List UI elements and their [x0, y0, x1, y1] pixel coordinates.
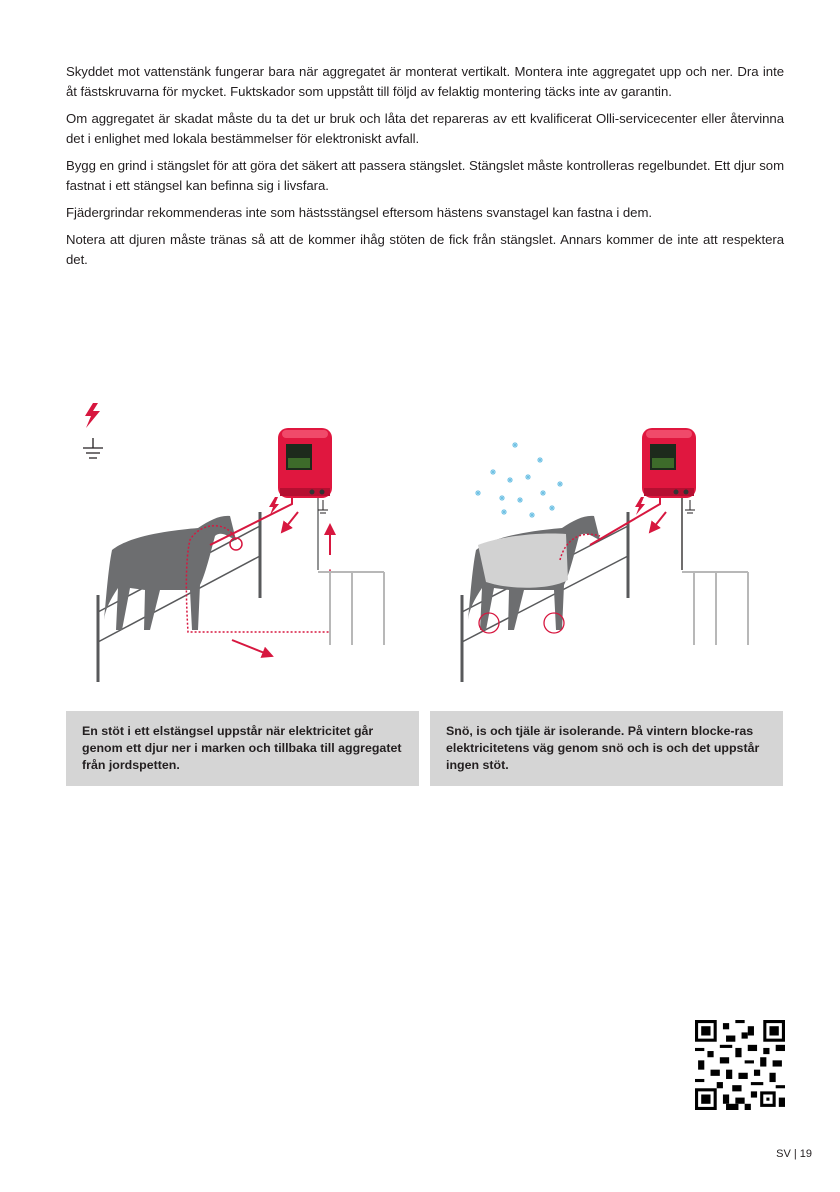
paragraph-gate: Bygg en grind i stängslet för att göra det säkert att passera stängslet. Stängslet måste kontrolleras regelbundet. Ett djur som fastnat i ett stängsel kan befinna sig i livsfara. [66, 158, 784, 193]
paragraph-damage: Om aggregatet är skadat måste du ta det ur bruk och låta det repareras av ett kvalificerat Olli-servicecenter eller återvinna det i enlighet med lokala bestämmelser för elektroniskt avfall. [66, 111, 784, 146]
lightning-bolt-icon [85, 403, 100, 428]
paragraph-spring-gates: Fjädergrindar rekommenderas inte som hästsstängsel eftersom hästens svanstagel kan fastna i dem. [66, 205, 652, 220]
snowflake-icons [475, 442, 563, 518]
horse-icon [104, 516, 236, 630]
body-text [66, 62, 784, 277]
paragraph-training: Notera att djuren måste tränas så att de kommer ihåg stöten de fick från stängslet. Annars kommer de inte att respektera det. [66, 232, 784, 267]
ground-rods [682, 572, 748, 645]
energizer-icon [278, 428, 332, 498]
energizer-icon [642, 428, 696, 498]
page-number: SV | 19 [776, 1148, 812, 1160]
ground-rods [318, 572, 384, 645]
left-scene [98, 428, 384, 682]
paragraph-mounting: Skyddet mot vattenstänk fungerar bara när aggregatet är monterat vertikalt. Montera inte aggregatet upp och ner. Dra inte åt fästskruvarna för mycket. Fuktskador som uppstått till följd av felaktig montering täcks inte av garantin. [66, 64, 784, 99]
caption-winter-insulation: Snö, is och tjäle är isolerande. På vintern blocke-ras elektricitetens väg genom snö och is och det uppstår ingen stöt. [430, 711, 783, 786]
right-scene [462, 428, 748, 682]
qr-code-icon [695, 1020, 785, 1110]
fence-illustration [0, 380, 840, 700]
caption-shock-path: En stöt i ett elstängsel uppstår när elektricitet går genom ett djur ner i marken och tillbaka till aggregatet från jordspetten. [66, 711, 419, 786]
ground-symbol-icon [83, 438, 103, 458]
